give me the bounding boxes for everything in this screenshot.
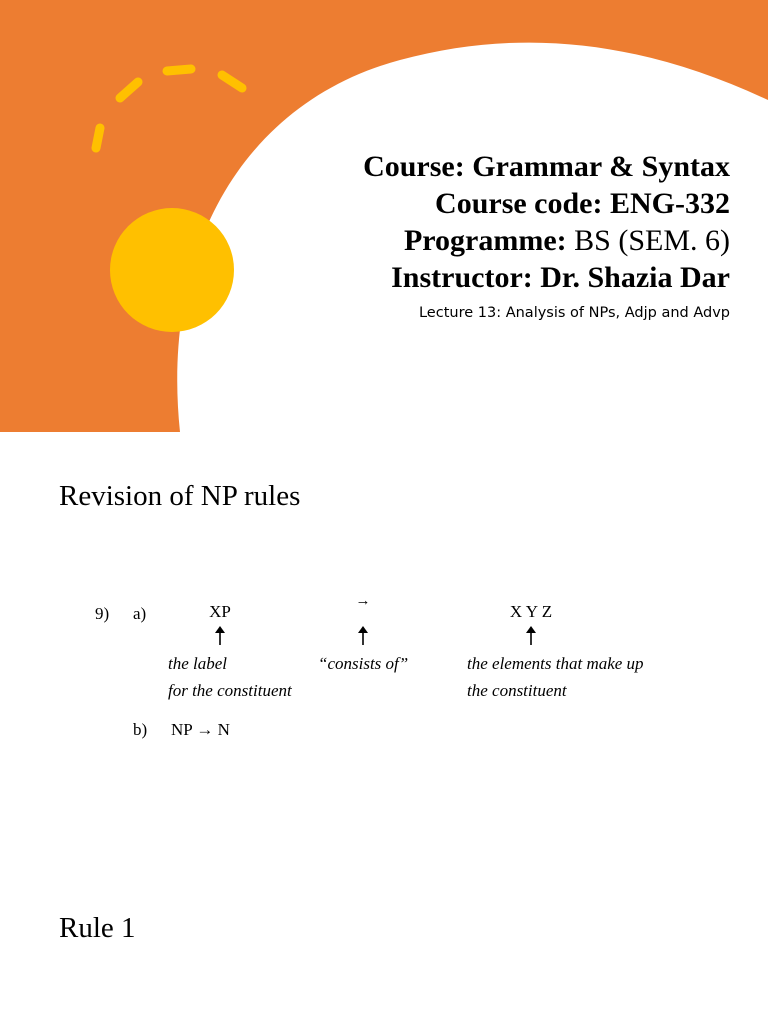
up-arrow-icon — [355, 624, 371, 646]
title-slide — [0, 0, 768, 432]
xp-label: XP — [209, 602, 231, 621]
xyz-label: X Y Z — [509, 602, 553, 621]
course-code-line — [363, 185, 730, 222]
course-code-value: ENG-332 — [610, 187, 730, 220]
rule-heading: Rule 1 — [59, 912, 136, 944]
part-a-label: a) — [133, 604, 147, 623]
instructor-label: Instructor: — [391, 261, 533, 294]
rewrite-arrow: → — [355, 593, 371, 609]
dashed-arc-decoration — [96, 69, 242, 148]
elements-caption-line2: the constituent — [467, 681, 567, 700]
consists-caption: “consists of” — [318, 654, 409, 673]
label-caption-line1: the label — [168, 654, 228, 673]
programme-line — [363, 222, 730, 259]
course-value: Grammar & Syntax — [472, 150, 730, 183]
part-b-label: b) — [133, 720, 148, 739]
course-code-label: Course code: — [435, 187, 603, 220]
up-arrow-icon — [212, 624, 228, 646]
content-slide — [0, 440, 768, 1024]
title-block — [363, 148, 730, 321]
example-number: 9) — [95, 604, 110, 623]
lecture-subtitle: Lecture 13: Analysis of NPs, Adjp and Advp — [418, 305, 730, 321]
programme-value: BS (SEM. 6) — [574, 224, 730, 257]
elements-caption-line1: the elements that make up — [467, 654, 644, 673]
programme-label: Programme: — [403, 224, 567, 257]
course-line — [363, 148, 730, 185]
instructor-value: Dr. Shazia Dar — [540, 261, 730, 294]
instructor-line — [363, 259, 730, 296]
label-caption-line2: for the constituent — [168, 681, 292, 700]
up-arrow-icon — [523, 624, 539, 646]
yellow-circle — [110, 208, 234, 332]
slide-heading: Revision of NP rules — [59, 480, 301, 512]
course-label: Course: — [363, 150, 465, 183]
np-rule: NP → N — [171, 720, 230, 739]
